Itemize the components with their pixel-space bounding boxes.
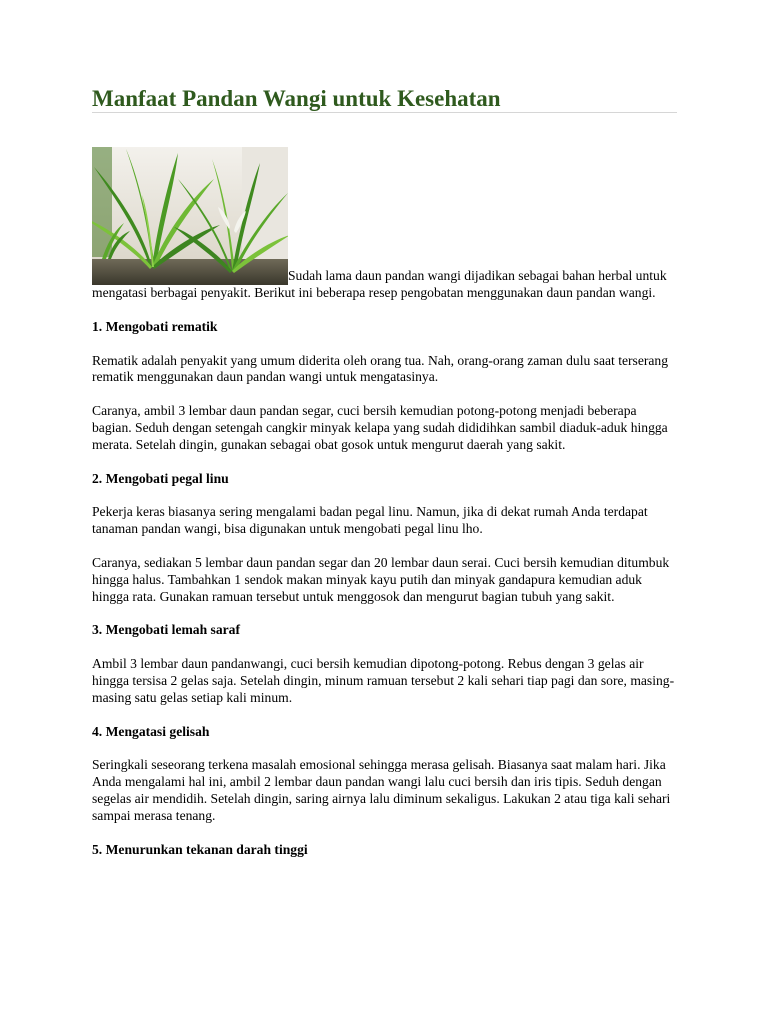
- section-heading: 1. Mengobati rematik: [92, 318, 218, 334]
- section-paragraph: Caranya, ambil 3 lembar daun pandan segar, cuci bersih kemudian potong-potong menjadi beberapa bagian. Seduh dengan setengah cangkir minyak kelapa yang sudah dididihkan sambil diaduk-aduk hingga merata. Setelah dingin, gunakan sebagai obat gosok untuk mengurut daerah yang sakit.: [92, 403, 668, 452]
- section-paragraph: Rematik adalah penyakit yang umum diderita oleh orang tua. Nah, orang-orang zaman dulu saat terserang rematik menggunakan daun pandan wangi untuk mengatasinya.: [92, 352, 669, 385]
- section-heading: 5. Menurunkan tekanan darah tinggi: [92, 841, 308, 857]
- section-paragraph: Ambil 3 lembar daun pandanwangi, cuci bersih kemudian dipotong-potong. Rebus dengan 3 gelas air hingga tersisa 2 gelas saja. Setelah dingin, minum ramuan tersebut 2 kali sehari tiap pagi dan sore, masing-masing satu gelas setiap kali minum.: [92, 656, 675, 705]
- section-paragraph: Pekerja keras biasanya sering mengalami badan pegal linu. Namun, jika di dekat rumah Anda terdapat tanaman pandan wangi, bisa digunakan untuk mengobati pegal linu lho.: [92, 504, 648, 537]
- article-body: [92, 147, 677, 875]
- page-title: Manfaat Pandan Wangi untuk Kesehatan: [92, 86, 501, 111]
- pandan-plant-photo: [92, 147, 288, 285]
- intro-paragraph: [92, 147, 677, 302]
- intro-text: Sudah lama daun pandan wangi dijadikan sebagai bahan herbal untuk mengatasi berbagai penyakit. Berikut ini beberapa resep pengobatan menggunakan daun pandan wangi.: [92, 268, 667, 300]
- section-paragraph: Seringkali seseorang terkena masalah emosional sehingga merasa gelisah. Biasanya saat malam hari. Jika Anda mengalami hal ini, ambil 2 lembar daun pandan wangi lalu cuci bersih dan iris tipis. Seduh dengan segelas air mendidih. Setelah dingin, saring airnya lalu diminum sekaligus. Lakukan 2 atau tiga kali sehari sampai merasa tenang.: [92, 757, 671, 823]
- section-heading: 2. Mengobati pegal linu: [92, 470, 229, 486]
- section-heading: 4. Mengatasi gelisah: [92, 723, 210, 739]
- section-paragraph: Caranya, sediakan 5 lembar daun pandan segar dan 20 lembar daun serai. Cuci bersih kemudian ditumbuk hingga halus. Tambahkan 1 sendok makan minyak kayu putih dan minyak gandapura kemudian aduk hingga rata. Gunakan ramuan tersebut untuk menggosok dan mengurut bagian tubuh yang sakit.: [92, 554, 670, 604]
- title-divider: [92, 112, 677, 113]
- section-heading: 3. Mengobati lemah saraf: [92, 622, 241, 638]
